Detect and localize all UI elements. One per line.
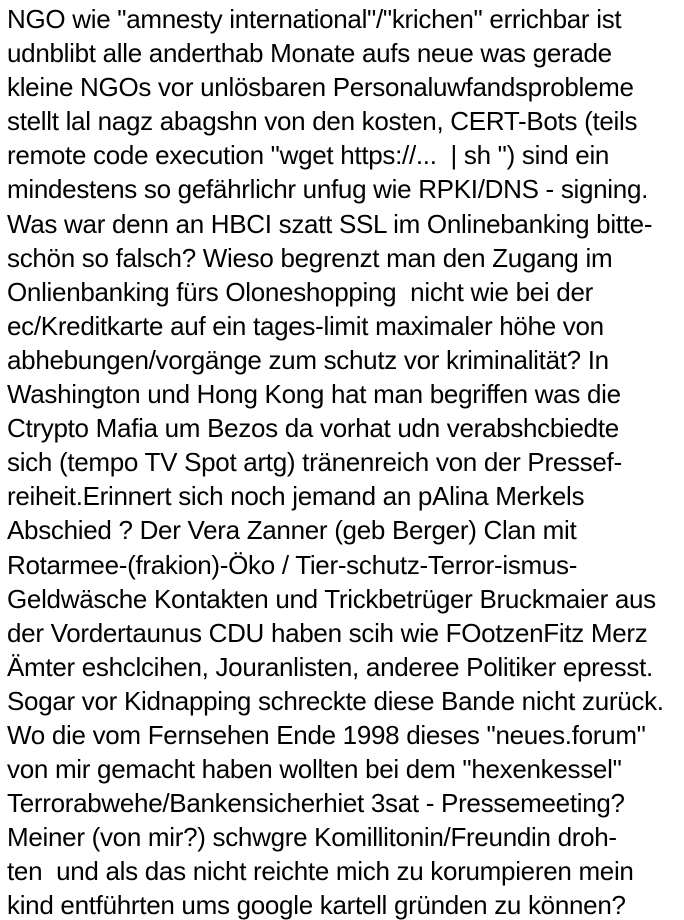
text-line: der Vordertaunus CDU haben scih wie FOotzenFitz Merz <box>7 617 648 648</box>
paragraph-text <box>7 2 684 920</box>
text-line: Geldwäsche Kontakten und Trickbetrüger Bruckmaier aus <box>7 583 656 614</box>
text-line: ec/Kreditkarte auf ein tages-limit maximaler höhe von <box>7 310 604 341</box>
text-line: von mir gemacht haben wollten bei dem "hexenkessel" <box>7 754 622 785</box>
text-line: ten und als das nicht reichte mich zu korumpieren mein <box>7 856 634 887</box>
text-line: schön so falsch? Wieso begrenzt man den Zugang im <box>7 242 613 273</box>
text-line: Ctrypto Mafia um Bezos da vorhat udn verabshcbiedte <box>7 413 619 444</box>
text-line: Washington und Hong Kong hat man begriffen was die <box>7 379 621 410</box>
text-line: Rotarmee-(frakion)-Öko / Tier-schutz-Terror-ismus- <box>7 549 578 580</box>
text-line: mindestens so gefährlichr unfug wie RPKI/DNS - signing. <box>7 174 649 205</box>
text-line: Was war denn an HBCI szatt SSL im Onlinebanking bitte- <box>7 208 653 239</box>
text-line: Ämter eshclcihen, Jouranlisten, anderee Politiker epresst. <box>7 651 653 682</box>
text-line: remote code execution "wget https://... | sh ") sind ein <box>7 140 610 171</box>
text-line: Wo die vom Fernsehen Ende 1998 dieses "neues.forum" <box>7 719 646 750</box>
text-line: abhebungen/vorgänge zum schutz vor kriminalität? In <box>7 344 609 375</box>
text-line: stellt lal nagz abagshn von den kosten, CERT-Bots (teils <box>7 106 638 137</box>
text-line: Abschied ? Der Vera Zanner (geb Berger) Clan mit <box>7 515 577 546</box>
text-line: NGO wie "amnesty international"/"krichen" errichbar ist <box>7 4 622 34</box>
text-line: sich (tempo TV Spot artg) tränenreich von der Pressef- <box>7 447 622 478</box>
text-line: udnblibt alle anderthab Monate aufs neue was gerade <box>7 38 612 69</box>
text-line: Meiner (von mir?) schwgre Komillitonin/Freundin droh- <box>7 822 617 853</box>
text-line: kind entführten ums google kartell gründen zu können? <box>7 890 626 920</box>
text-line: reiheit.Erinnert sich noch jemand an pAlina Merkels <box>7 481 585 512</box>
text-line: kleine NGOs vor unlösbaren Personaluwfandsprobleme <box>7 72 634 103</box>
text-line: Onlienbanking fürs Oloneshopping nicht wie bei der <box>7 276 593 307</box>
text-line: Sogar vor Kidnapping schreckte diese Bande nicht zurück. <box>7 685 664 716</box>
text-line: Terrorabwehe/Bankensicherhiet 3sat - Pressemeeting? <box>7 788 625 819</box>
